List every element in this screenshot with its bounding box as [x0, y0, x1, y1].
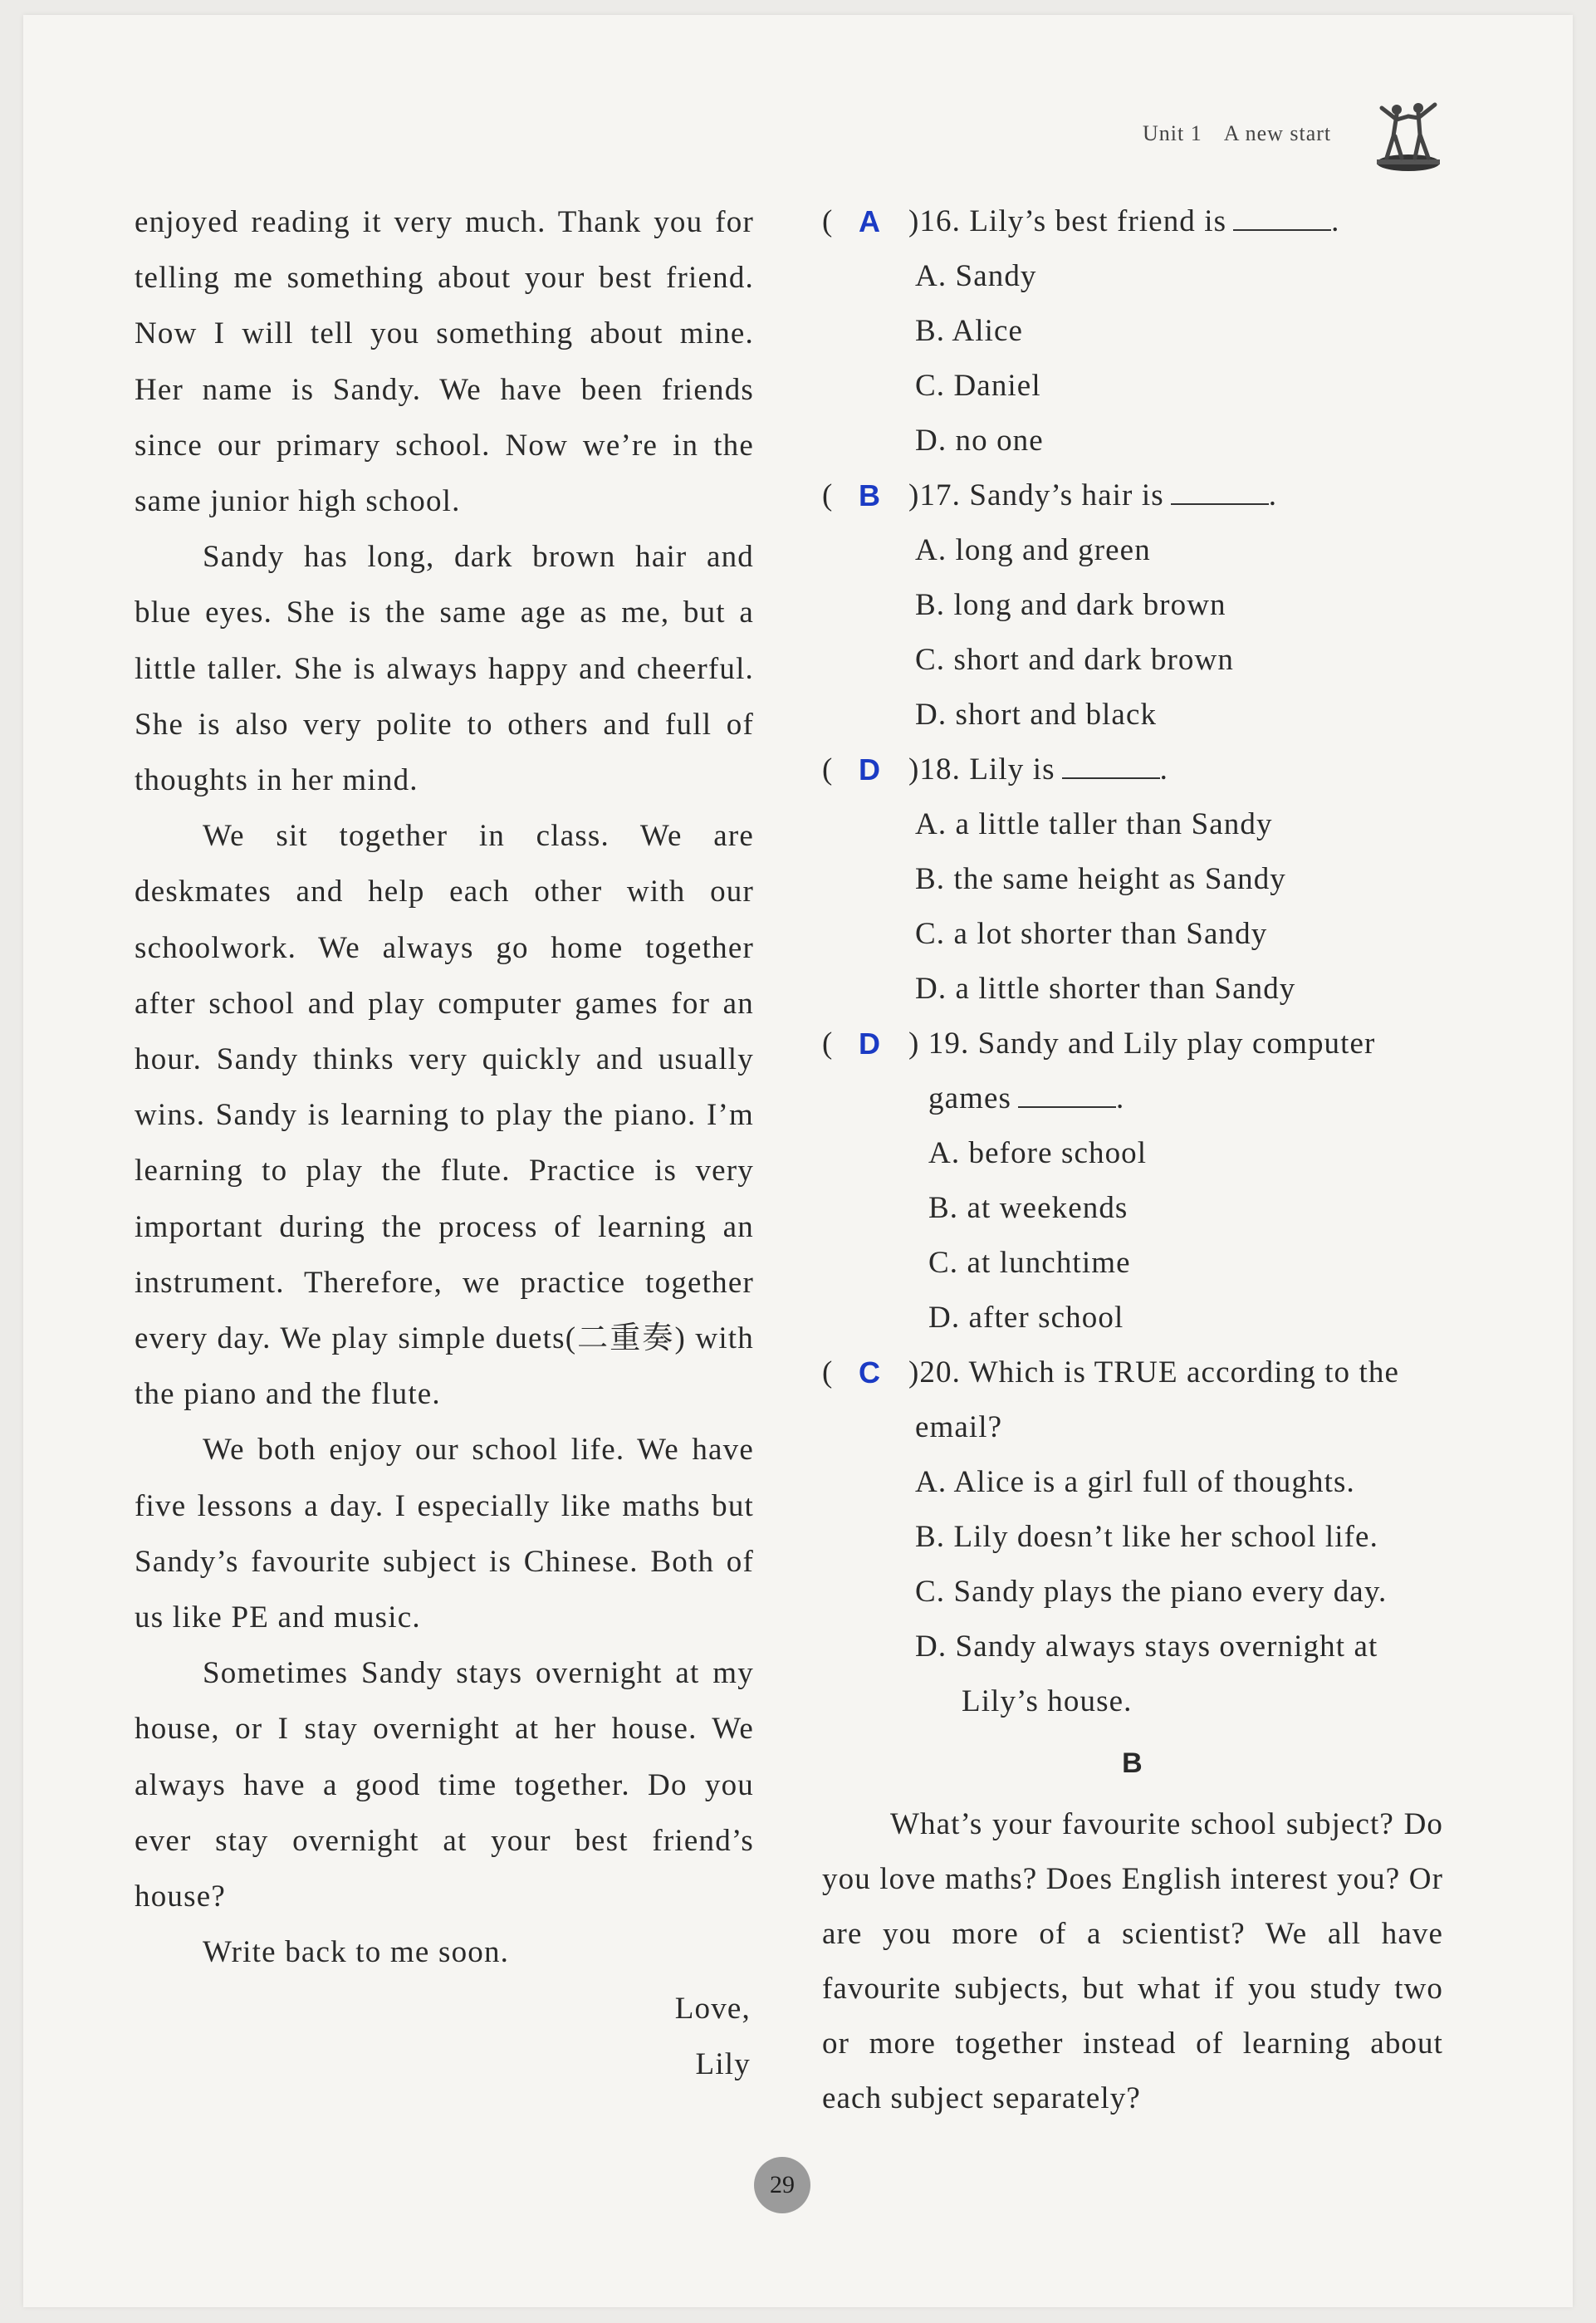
option: C. Daniel — [915, 369, 1041, 403]
option: D. a little shorter than Sandy — [915, 972, 1296, 1006]
option: A. Sandy — [915, 259, 1037, 293]
option: B. the same height as Sandy — [915, 862, 1286, 896]
option: A. Alice is a girl full of thoughts. — [915, 1465, 1355, 1499]
option: C. at lunchtime — [928, 1246, 1131, 1280]
answer-blank — [1233, 204, 1331, 231]
letter-paragraph: Sandy has long, dark brown hair and blue eyes. She is the same age as me, but a little taller. She is always happy and cheerful. She is also very polite to others and full of thoughts in her mind. — [135, 540, 754, 798]
question-19: ( D ) 19. Sandy and Lily play computer — [822, 1017, 1443, 1071]
option: C. Sandy plays the piano every day. — [915, 1575, 1388, 1609]
question-continuation: email? — [915, 1410, 1003, 1444]
answer-mark: C — [859, 1355, 882, 1389]
section-b-passage: What’s your favourite school subject? Do you love maths? Does English interest you? Or are you more of a scientist? We all have favourite subjects, but what if you study two or more together instead of learning about each subject separately? — [822, 1807, 1443, 2115]
answer-blank — [1171, 478, 1269, 505]
section-b-heading: B — [1122, 1747, 1143, 1779]
answer-mark: D — [859, 752, 882, 787]
question-20: ( C )20. Which is TRUE according to the — [822, 1345, 1443, 1400]
answer-mark: A — [859, 204, 882, 238]
questions-column — [822, 194, 1443, 2126]
unit-title: A new start — [1223, 121, 1332, 145]
option: D. after school — [928, 1301, 1124, 1335]
running-header — [1143, 121, 1331, 146]
question-17: ( B )17. Sandy’s hair is . — [822, 468, 1443, 523]
answer-blank — [1018, 1081, 1116, 1108]
option: D. Sandy always stays overnight at — [915, 1630, 1378, 1664]
option: A. long and green — [915, 533, 1151, 567]
question-16: ( A )16. Lily’s best friend is . — [822, 194, 1443, 249]
page-number: 29 — [754, 2157, 810, 2213]
letter-paragraph: Sometimes Sandy stays overnight at my house, or I stay overnight at her house. We always have a good time together. Do you ever stay overnight at your best friend’s house? — [135, 1656, 754, 1914]
letter-paragraph: enjoyed reading it very much. Thank you for telling me something about your best friend. Now I will tell you something about mine. Her name is Sandy. We have been friends since our primary school. Now we’re in the same junior high school. — [135, 205, 754, 519]
option: D. no one — [915, 424, 1044, 458]
option: C. short and dark brown — [915, 643, 1234, 677]
option: C. a lot shorter than Sandy — [915, 917, 1268, 951]
question-18: ( D )18. Lily is . — [822, 742, 1443, 797]
option: B. Alice — [915, 314, 1024, 348]
answer-blank — [1062, 752, 1160, 779]
letter-signature: Lily — [695, 2046, 751, 2081]
option: A. before school — [928, 1136, 1148, 1170]
option-continuation: Lily’s house. — [962, 1684, 1133, 1718]
answer-mark: D — [859, 1027, 882, 1061]
dancers-logo-icon — [1375, 98, 1442, 174]
letter-closing: Love, — [674, 1991, 751, 2026]
option: B. Lily doesn’t like her school life. — [915, 1520, 1378, 1554]
letter-paragraph: We sit together in class. We are deskmates and help each other with our schoolwork. We always go home together after school and play computer games for an hour. Sandy thinks very quickly and usually wins. Sandy is learning to play the piano. I’m learning to play the flute. Practice is very important during the process of learning an instrument. Therefore, we practice together every day. We play simple duets(二重奏) with the piano and the flute. — [135, 819, 754, 1412]
answer-mark: B — [859, 478, 882, 512]
option: D. short and black — [915, 698, 1158, 732]
option: B. long and dark brown — [915, 588, 1226, 622]
option: A. a little taller than Sandy — [915, 807, 1273, 841]
letter-paragraph: Write back to me soon. — [203, 1935, 510, 1970]
question-continuation: games . — [928, 1081, 1125, 1115]
letter-column — [135, 194, 754, 2092]
letter-paragraph: We both enjoy our school life. We have five lessons a day. I especially like maths but Sandy’s favourite subject is Chinese. Both of us like PE and music. — [135, 1433, 754, 1635]
unit-label: Unit 1 — [1143, 121, 1202, 145]
option: B. at weekends — [928, 1191, 1128, 1225]
